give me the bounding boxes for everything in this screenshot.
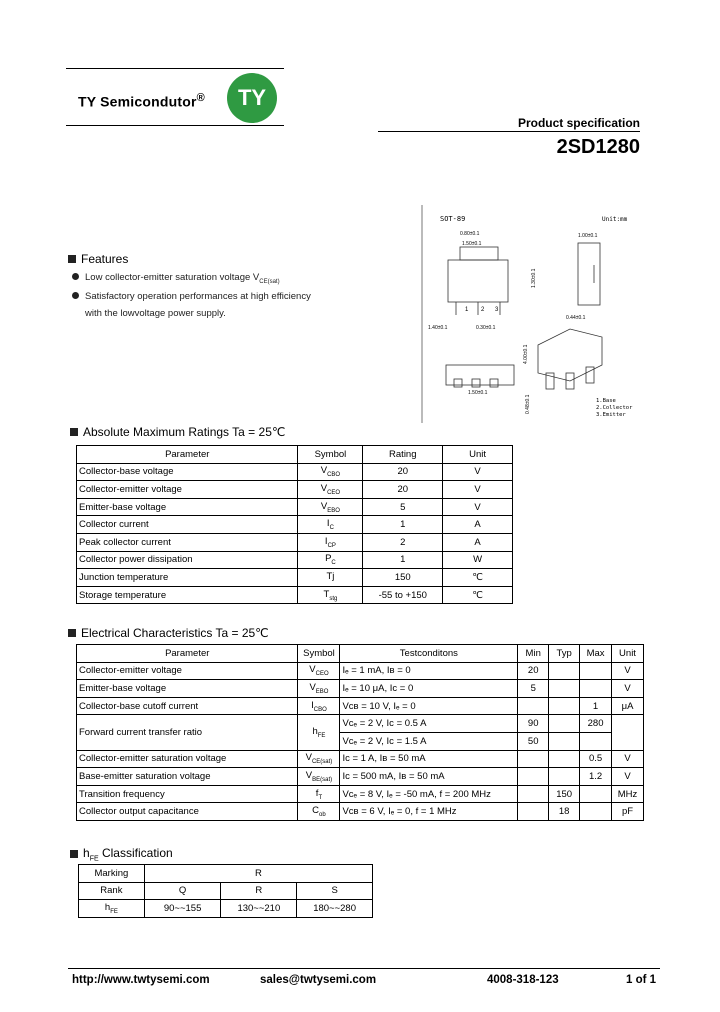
feature-item: with the lowvoltage power supply. <box>85 308 226 319</box>
dim-10: 0.48±0.1 <box>525 394 531 414</box>
bullet-square-icon <box>68 629 76 637</box>
ty-logo <box>227 73 277 123</box>
brand-text: TY Semicondutor <box>78 93 197 110</box>
hfe-heading <box>70 846 173 862</box>
table-row: Peak collector current $I_{CP}$ 2 A <box>77 533 513 551</box>
dim-7: 1.50±0.1 <box>468 390 488 396</box>
dim-3: 1.00±0.1 <box>578 233 598 239</box>
symbol-cell: $V_{CBO}$ <box>298 463 363 481</box>
symbol-cell: $V_{BE(sat)}$ <box>298 768 340 786</box>
table-row: Storage temperature $T_{stg}$ -55 to +150 ℃ <box>77 586 513 604</box>
symbol-cell: $V_{CEO}$ <box>298 662 340 680</box>
package-outline-drawing <box>420 205 645 425</box>
footer-url-link[interactable]: http://www.twtysemi.com <box>72 974 210 986</box>
package-unit: Unit:mm <box>602 216 628 223</box>
symbol-cell: Tj <box>298 569 363 587</box>
symbol-cell: $V_{CEO}$ <box>298 481 363 499</box>
elec-title: Electrical Characteristics Ta = 25℃ <box>81 626 269 640</box>
symbol-cell: $f_T$ <box>298 785 340 803</box>
table-row: Collector current $I_C$ 1 A <box>77 516 513 534</box>
part-number: 2SD1280 <box>556 136 640 158</box>
table-row: Collector output capacitance $C_{ob}$ Vᴄʙ = 6 V, Iₑ = 0, f = 1 MHz 18 pF <box>77 803 644 821</box>
dim-4: 0.44±0.1 <box>566 315 586 321</box>
abs-max-title: Absolute Maximum Ratings Ta = 25℃ <box>83 425 286 439</box>
pin-3-label: 3 <box>495 307 499 313</box>
pin-legend-collector: 2.Collector <box>596 405 633 411</box>
footer-phone: 4008-318-123 <box>487 974 559 986</box>
table-header-row: Parameter Symbol Rating Unit <box>77 446 513 464</box>
table-row: Collector-base voltage $V_{CBO}$ 20 V <box>77 463 513 481</box>
elec-table <box>76 644 644 821</box>
dim-1: 0.80±0.1 <box>460 231 480 237</box>
features-title: Features <box>81 252 129 266</box>
bullet-square-icon <box>68 255 76 263</box>
symbol-cell: $I_C$ <box>298 516 363 534</box>
dim-6: 0.30±0.1 <box>476 325 496 331</box>
dim-8: 1.30±0.1 <box>531 268 537 288</box>
footer-email-link[interactable]: sales@twtysemi.com <box>260 974 377 986</box>
header-rule-bottom <box>66 125 284 126</box>
symbol-cell: $P_C$ <box>298 551 363 569</box>
elec-heading <box>68 626 269 640</box>
table-row: Rank Q R S <box>79 882 373 900</box>
features-heading <box>68 252 128 266</box>
symbol-cell: $V_{EBO}$ <box>298 498 363 516</box>
abs-max-table <box>76 445 513 604</box>
registered-mark: ® <box>196 92 205 104</box>
table-row: Collector power dissipation $P_C$ 1 W <box>77 551 513 569</box>
table-header-row: Parameter Symbol Testconditons Min Typ Max Unit <box>77 645 644 663</box>
pin-legend-base: 1.Base <box>596 398 616 404</box>
table-row: Transition frequency $f_T$ Vᴄₑ = 8 V, Iₑ = -50 mA, f = 200 MHz 150 MHz <box>77 785 644 803</box>
bullet-dot-icon <box>72 292 79 299</box>
spec-rule <box>378 131 640 132</box>
symbol-cell: $h_{FE}$ <box>298 715 340 750</box>
table-row: Collector-base cutoff current $I_{CBO}$ Vᴄʙ = 10 V, Iₑ = 0 1 μA <box>77 697 644 715</box>
bullet-dot-icon <box>72 273 79 280</box>
table-row: Marking R <box>79 865 373 883</box>
table-row: Collector-emitter saturation voltage $V_{CE(sat)}$ Iᴄ = 1 A, Iʙ = 50 mA 0.5 V <box>77 750 644 768</box>
feature-item: Low collector-emitter saturation voltage $V_{CE(sat)}$ <box>72 272 280 285</box>
pin-1-label: 1 <box>465 307 469 313</box>
symbol-cell: $I_{CBO}$ <box>298 697 340 715</box>
table-row: $h_{FE}$ 90~~155 130~~210 180~~280 <box>79 900 373 918</box>
table-row: Forward current transfer ratio $h_{FE}$ Vᴄₑ = 2 V, Iᴄ = 0.5 A 90 280 <box>77 715 644 733</box>
table-row: Junction temperature Tj 150 ℃ <box>77 569 513 587</box>
footer-page-number: 1 of 1 <box>626 974 657 986</box>
pin-2-label: 2 <box>481 307 485 313</box>
abs-max-heading <box>70 425 285 439</box>
symbol-cell: $I_{CP}$ <box>298 533 363 551</box>
dim-2: 1.50±0.1 <box>462 241 482 247</box>
header-rule-top <box>66 68 284 69</box>
symbol-cell: $C_{ob}$ <box>298 803 340 821</box>
logo-text: TY <box>237 85 267 110</box>
dim-9: 4.00±0.1 <box>523 344 529 364</box>
symbol-cell: $V_{EBO}$ <box>298 680 340 698</box>
pin-legend-emitter: 3.Emitter <box>596 412 626 418</box>
footer-rule <box>68 968 660 969</box>
product-spec-label: Product specification <box>517 116 640 130</box>
symbol-cell: $T_{stg}$ <box>298 586 363 604</box>
table-row: Vᴄₑ = 2 V, Iᴄ = 1.5 A 50 <box>77 732 644 750</box>
brand-name <box>78 92 205 110</box>
table-row: Collector-emitter voltage $V_{CEO}$ Iₑ = 1 mA, Iʙ = 0 20 V <box>77 662 644 680</box>
bullet-square-icon <box>70 428 78 436</box>
table-row: Collector-emitter voltage $V_{CEO}$ 20 V <box>77 481 513 499</box>
dim-5: 1.40±0.1 <box>428 325 448 331</box>
hfe-title: $h_{FE}$ Classification <box>83 846 173 863</box>
hfe-table <box>78 864 373 918</box>
feature-item: Satisfactory operation performances at high efficiency <box>72 291 311 302</box>
package-name: SOT-89 <box>440 215 466 223</box>
table-row: Emitter-base voltage $V_{EBO}$ Iₑ = 10 μA, Iᴄ = 0 5 V <box>77 680 644 698</box>
symbol-cell: $V_{CE(sat)}$ <box>298 750 340 768</box>
table-row: Base-emitter saturation voltage $V_{BE(sat)}$ Iᴄ = 500 mA, Iʙ = 50 mA 1.2 V <box>77 768 644 786</box>
table-row: Emitter-base voltage $V_{EBO}$ 5 V <box>77 498 513 516</box>
bullet-square-icon <box>70 850 78 858</box>
